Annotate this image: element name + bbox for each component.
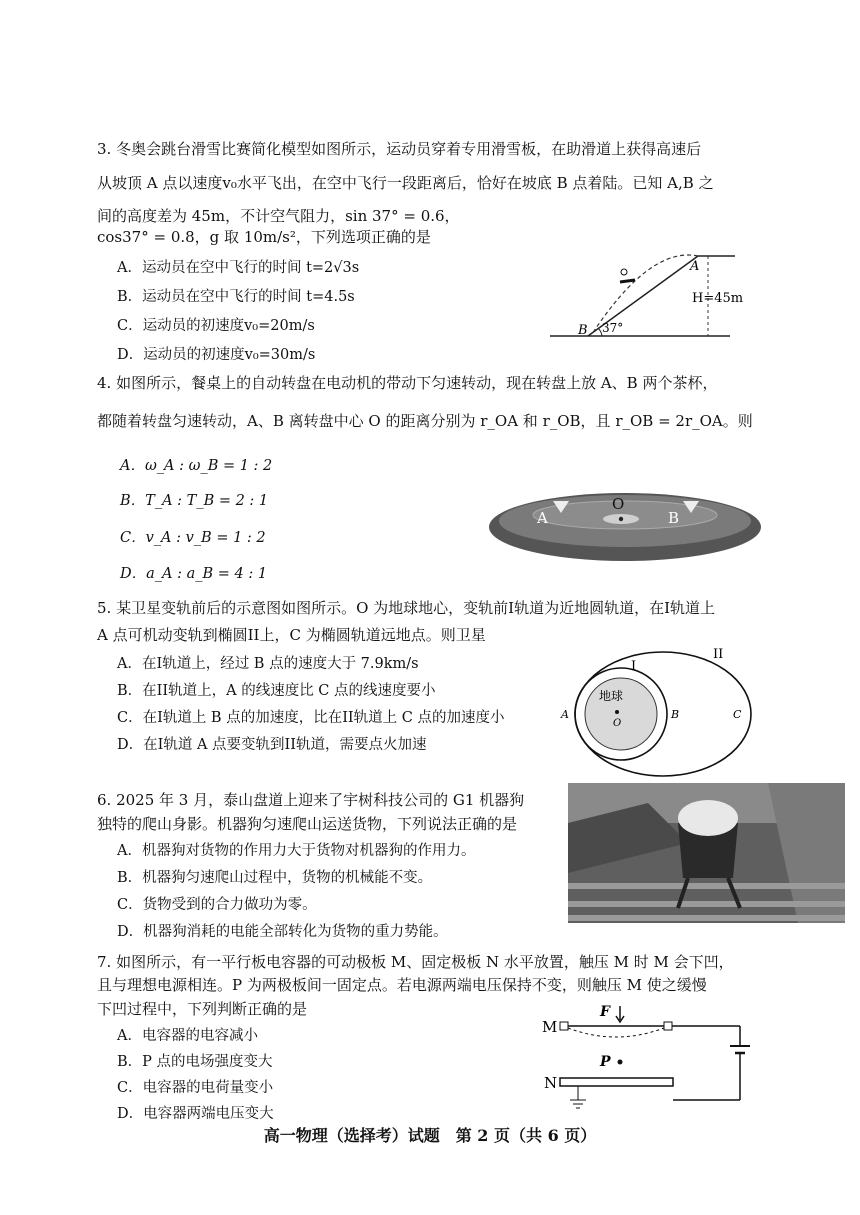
q4-option-a: A．ω_A : ω_B = 1 : 2 <box>120 458 273 474</box>
cup-a-label: A <box>537 509 548 527</box>
capacitor-circuit-figure <box>538 1000 758 1120</box>
turntable-figure <box>485 485 765 565</box>
q3-stem-line2: 从坡顶 A 点以速度v₀水平飞出，在空中飞行一段距离后，恰好在坡底 B 点着陆。已知 A,B 之 <box>97 174 714 192</box>
q5-stem-line1: 5. 某卫星变轨前后的示意图如图所示。O 为地球地心，变轨前I轨道为近地圆轨道，在I轨道上 <box>97 599 715 617</box>
q3-stem-line1: 3. 冬奥会跳台滑雪比赛简化模型如图所示，运动员穿着专用滑雪板，在助滑道上获得高速后 <box>97 140 702 158</box>
point-p-label: P <box>600 1054 611 1070</box>
cup-b-label: B <box>668 509 680 527</box>
robot-dog-photo <box>568 783 845 923</box>
earth-label: 地球 <box>599 689 624 703</box>
q5-option-b: B．在II轨道上，A 的线速度比 C 点的线速度要小 <box>117 683 436 699</box>
q7-stem-line1: 7. 如图所示，有一平行板电容器的可动极板 M、固定极板 N 水平放置，触压 M 时 M 会下凹， <box>97 953 734 971</box>
q5-option-a: A．在I轨道上，经过 B 点的速度大于 7.9km/s <box>117 656 419 672</box>
q6-option-d: D．机器狗消耗的电能全部转化为货物的重力势能。 <box>117 924 448 940</box>
q6-stem-line2: 独特的爬山身影。机器狗匀速爬山运送货物，下列说法正确的是 <box>97 815 518 833</box>
label-a: A <box>690 259 700 274</box>
orbit-figure <box>555 640 755 780</box>
plate-m-label: M <box>542 1018 558 1036</box>
q7-option-c: C．电容器的电荷量变小 <box>117 1080 274 1096</box>
q3-stem-line4: cos37° = 0.8，g 取 10m/s²，下列选项正确的是 <box>97 228 431 246</box>
orbit-ii-label: II <box>713 647 724 662</box>
q3-option-c: C．运动员的初速度v₀=20m/s <box>117 318 315 334</box>
point-b-label: B <box>671 708 680 721</box>
q5-stem-line2: A 点可机动变轨到椭圆II上，C 为椭圆轨道远地点。则卫星 <box>97 626 486 644</box>
q7-option-a: A．电容器的电容减小 <box>117 1028 258 1044</box>
q4-option-d: D．a_A : a_B = 4 : 1 <box>120 566 268 582</box>
q6-option-b: B．机器狗匀速爬山过程中，货物的机械能不变。 <box>117 870 433 886</box>
q7-stem-line3: 下凹过程中，下列判断正确的是 <box>97 1000 308 1018</box>
point-c-label: C <box>733 708 742 721</box>
q3-option-b: B．运动员在空中飞行的时间 t=4.5s <box>117 289 355 305</box>
center-o-label: O <box>613 718 622 729</box>
plate-n-label: N <box>544 1074 558 1092</box>
q3-option-a: A．运动员在空中飞行的时间 t=2√3s <box>117 260 360 276</box>
center-o-label: O <box>612 495 625 513</box>
q4-stem-line1: 4. 如图所示，餐桌上的自动转盘在电动机的带动下匀速转动，现在转盘上放 A、B 两个茶杯， <box>97 374 718 392</box>
q3-option-d: D．运动员的初速度v₀=30m/s <box>117 347 316 363</box>
label-b: B <box>578 323 588 338</box>
q6-option-a: A．机器狗对货物的作用力大于货物对机器狗的作用力。 <box>117 843 476 859</box>
q6-option-c: C．货物受到的合力做功为零。 <box>117 897 317 913</box>
page-footer: 高一物理（选择考）试题 第 2 页（共 6 页） <box>263 1126 597 1145</box>
q4-stem-line2: 都随着转盘匀速转动，A、B 离转盘中心 O 的距离分别为 r_OA 和 r_OB，且 r_OB = 2r_OA。则 <box>97 412 753 430</box>
q5-option-c: C．在I轨道上 B 点的加速度，比在II轨道上 C 点的加速度小 <box>117 710 505 726</box>
q5-option-d: D．在I轨道 A 点要变轨到II轨道，需要点火加速 <box>117 737 427 753</box>
q4-option-c: C．v_A : v_B = 1 : 2 <box>120 530 266 546</box>
angle-label: 37° <box>602 321 624 335</box>
force-f-label: F <box>600 1004 610 1020</box>
q7-option-d: D．电容器两端电压变大 <box>117 1106 274 1122</box>
q7-stem-line2: 且与理想电源相连。P 为两极板间一固定点。若电源两端电压保持不变，则触压 M 使之缓慢 <box>97 976 707 994</box>
q3-stem-line3: 间的高度差为 45m，不计空气阻力，sin 37° = 0.6， <box>97 207 460 225</box>
height-label: H=45m <box>692 291 744 306</box>
q7-option-b: B．P 点的电场强度变大 <box>117 1054 273 1070</box>
point-a-label: A <box>561 708 569 721</box>
q6-stem-line1: 6. 2025 年 3 月，泰山盘道上迎来了宇树科技公司的 G1 机器狗 <box>97 791 525 809</box>
ski-jump-figure <box>540 250 760 350</box>
q4-option-b: B．T_A : T_B = 2 : 1 <box>120 493 269 509</box>
orbit-i-label: I <box>631 659 637 674</box>
